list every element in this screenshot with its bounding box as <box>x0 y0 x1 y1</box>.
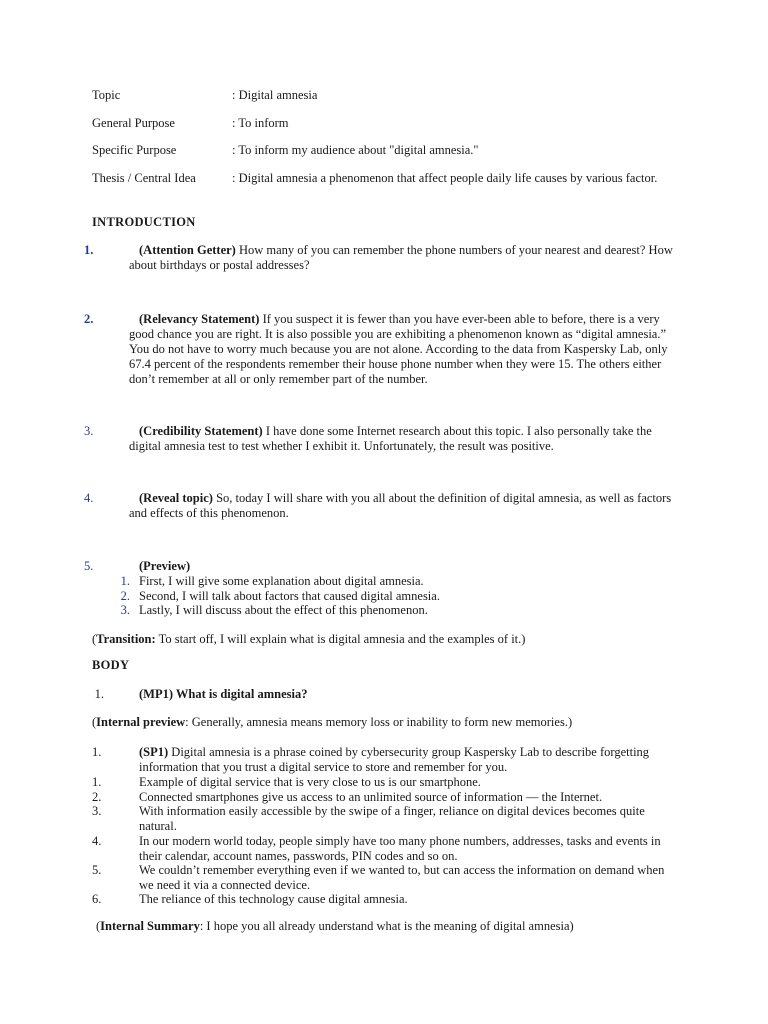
relevancy-statement-paragraph <box>129 312 677 387</box>
preview-paragraph <box>129 559 677 574</box>
general-purpose-value: : To inform <box>232 116 289 130</box>
transition-text: To start off, I will explain what is digital amnesia and the examples of it.) <box>155 632 526 646</box>
credibility-statement-paragraph <box>129 424 677 454</box>
topic-value: : Digital amnesia <box>232 88 318 102</box>
preview-item-text: Lastly, I will discuss about the effect of this phenomenon. <box>139 603 428 617</box>
internal-preview-open-paren: ( <box>92 715 97 729</box>
attention-getter-lead: (Attention Getter) <box>139 243 236 257</box>
thesis-value: : Digital amnesia a phenomenon that affect people daily life causes by various factor. <box>232 171 658 185</box>
body-point-text: The reliance of this technology cause digital amnesia. <box>139 892 408 906</box>
internal-preview-line <box>92 715 692 730</box>
mp1-number: 1. <box>94 687 104 701</box>
transition-open-paren: ( <box>92 632 97 646</box>
body-point-number: 2. <box>92 790 102 804</box>
internal-preview-lead: Internal preview <box>96 715 186 729</box>
body-point-text: Connected smartphones give us access to an unlimited source of information — the Internet. <box>139 790 603 804</box>
general-purpose-label: General Purpose <box>92 116 175 130</box>
transition-lead: Transition: <box>96 632 156 646</box>
internal-preview-text: : Generally, amnesia means memory loss or inability to form new memories.) <box>185 715 573 729</box>
reveal-topic-lead: (Reveal topic) <box>139 491 213 505</box>
body-point-number: 3. <box>92 804 102 818</box>
body-heading: BODY <box>92 658 130 672</box>
relevancy-statement-lead: (Relevancy Statement) <box>139 312 260 326</box>
internal-summary-text: : I hope you all already understand what is the meaning of digital amnesia) <box>199 919 574 933</box>
preview-item-text: First, I will give some explanation about digital amnesia. <box>139 574 424 588</box>
internal-summary-open-paren: ( <box>96 919 101 933</box>
body-point-number: 6. <box>92 892 102 906</box>
sp1-text: Digital amnesia is a phrase coined by cybersecurity group Kaspersky Lab to describe forgetting information that you trust a digital service to store and remember for you. <box>139 745 650 774</box>
intro-item-number: 1. <box>84 243 94 257</box>
reveal-topic-paragraph <box>129 491 677 521</box>
intro-item-number: 5. <box>84 559 94 573</box>
preview-item-number: 2. <box>120 589 130 603</box>
preview-lead: (Preview) <box>139 559 191 573</box>
intro-item-number: 2. <box>84 312 94 326</box>
intro-item-number: 4. <box>84 491 94 505</box>
credibility-statement-text: I have done some Internet research about this topic. I also personally take the digital amnesia test to test whether I exhibit it. Unfortunately, the result was positive. <box>129 424 652 453</box>
internal-summary-lead: Internal Summary <box>100 919 200 933</box>
preview-item-number: 3. <box>120 603 130 617</box>
attention-getter-paragraph <box>129 243 677 273</box>
body-point-text: With information easily accessible by the swipe of a finger, reliance on digital devices becomes quite natural. <box>139 804 645 833</box>
specific-purpose-value: : To inform my audience about "digital amnesia." <box>232 143 479 157</box>
body-point-number: 4. <box>92 834 102 848</box>
internal-summary-line <box>96 919 696 934</box>
reveal-topic-text: So, today I will share with you all about the definition of digital amnesia, as well as factors and effects of this phenomenon. <box>129 491 672 520</box>
preview-item-text: Second, I will talk about factors that caused digital amnesia. <box>139 589 440 603</box>
body-point-number: 1. <box>92 745 102 759</box>
mp1-heading: (MP1) What is digital amnesia? <box>139 687 308 701</box>
body-point-number: 1. <box>92 775 102 789</box>
transition-line <box>92 632 692 647</box>
preview-item-number: 1. <box>120 574 130 588</box>
introduction-heading: INTRODUCTION <box>92 215 196 229</box>
relevancy-statement-text: If you suspect it is fewer than you have ever-been able to before, there is a very good chance you are right. It is also possible you are exhibiting a phenomenon known as “digital amnesia.” You do not have to worry much because you are not alone. According to the data from Kaspersky Lab, only 67.4 percent of the respondents remember their house phone number when they were 15. The others either don’t remember at all or only remember part of the number. <box>129 312 668 386</box>
topic-label: Topic <box>92 88 121 102</box>
body-point-text: Example of digital service that is very close to us is our smartphone. <box>139 775 481 789</box>
credibility-statement-lead: (Credibility Statement) <box>139 424 263 438</box>
intro-item-number: 3. <box>84 424 94 438</box>
body-point-text: In our modern world today, people simply have too many phone numbers, addresses, tasks and events in their calendar, account names, passwords, PIN codes and so on. <box>139 834 661 863</box>
sp1-lead: (SP1) <box>139 745 169 759</box>
body-point-text: We couldn’t remember everything even if we wanted to, but can access the information on demand when we need it via a connected device. <box>139 863 665 892</box>
thesis-label: Thesis / Central Idea <box>92 171 196 185</box>
attention-getter-text: How many of you can remember the phone numbers of your nearest and dearest? How about birthdays or postal addresses? <box>129 243 673 272</box>
body-point-number: 5. <box>92 863 102 877</box>
specific-purpose-label: Specific Purpose <box>92 143 177 157</box>
sp1-paragraph <box>139 745 669 775</box>
